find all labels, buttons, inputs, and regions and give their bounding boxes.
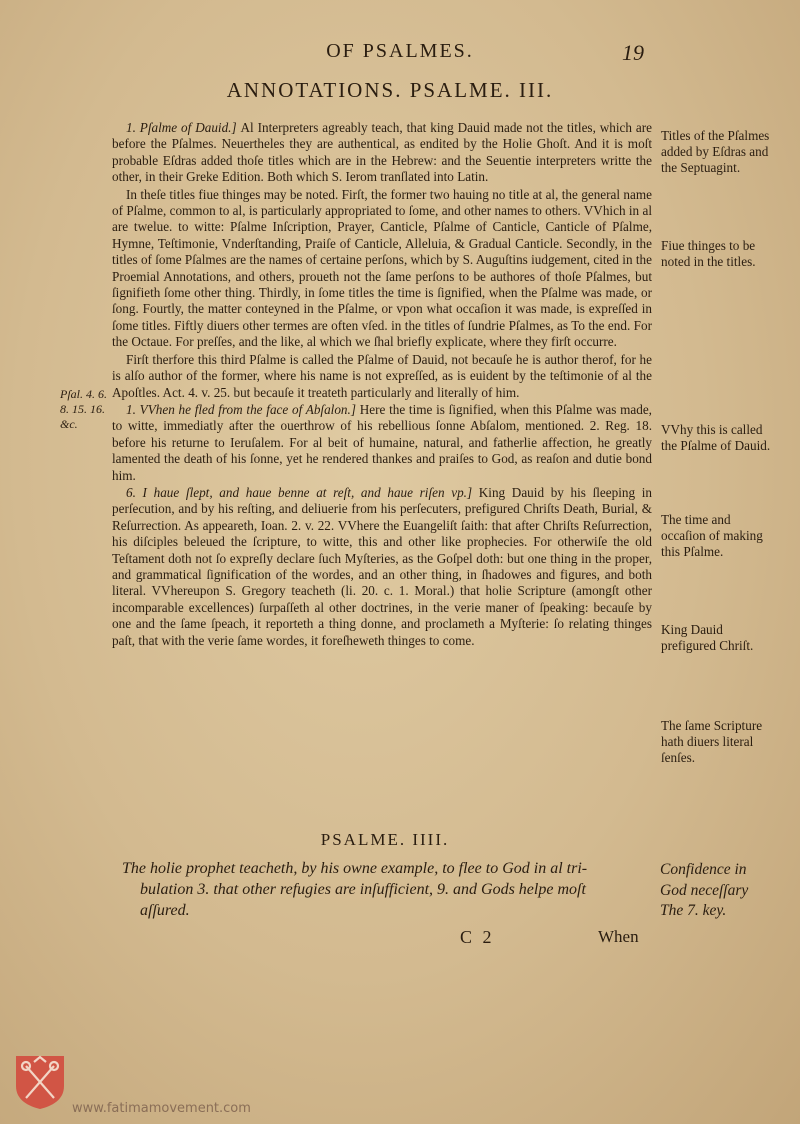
annotation-5-text: King Dauid by his ſleeping in perſecution, and by his reſting, and deliuerie from his perſecuters, prefigured Chriſts Death, Burial, & Reſurrection. As appeareth, Ioan. 2. v. 22. VVhere the Euangeliſt ſaith: that after Chriſts Reſurrection, his diſciples beleued the ſcripture, to witte, this and other like prophecies. For otherwiſe the old Teſtament doth not ſo expreſly declare ſuch Myſteries, as the Goſpel doth: but one thing in the proper, and grammatical ſignification of the wordes, and an other thing, in ſhadowes and figures, and both literal. VVhereupon S. Gregory teacheth (li. 20. c. 1. Moral.) that holie Scripture (amongſt other incomparable excellences) ſurpaſſeth al other doctrines, in the verie maner of ſpeaking: becauſe by one and the ſame ſpeach, it reporteth a thing donne, and proclameth a Myſterie: ſo relating thinges paſt, that with the verie ſame wordes, it foreſheweth thinges to come.: [112, 484, 652, 648]
margin-note-1: Titles of the Pſalmes added by Eſdras and the Septuagint.: [661, 128, 770, 175]
argument-margin-line-3: The 7. key.: [660, 902, 727, 919]
annotation-5-lemma: 6. I haue ſlept, and haue benne at reſt, and haue riſen vp.]: [126, 484, 479, 500]
annotation-5: [112, 485, 652, 649]
papal-keys-seal-icon: [12, 1052, 68, 1110]
psalm-argument: [122, 858, 657, 921]
left-margin-reference: Pſal. 4. 6. 8. 15. 16. &c.: [60, 387, 107, 431]
annotation-1-text: Al Interpreters agreably teach, that king Dauid made not the titles, which are before the Pſalmes. Neuertheles they are authentical, as endited by the Holie Ghoſt. And it is moſt probable Eſdras added thoſe titles which are in the Hebrew: and the Seuentie interpreters writte the other, in their Greke Edition. Both which S. Ierom tranſlated into Latin.: [112, 120, 652, 185]
argument-margin-line-2: God neceſſary: [660, 881, 749, 899]
margin-note-6: The ſame Scripture hath diuers literal ſenſes.: [661, 718, 763, 765]
margin-note-2: Fiue thinges to be noted in the titles.: [661, 238, 756, 269]
argument-line-2: bulation 3. that other refugies are inſufficient, 9. and Gods helpe moſt: [140, 881, 586, 898]
margin-note-5: King Dauid prefigured Chriſt.: [661, 622, 754, 653]
annotation-4-text: Here the time is ſignified, when this Pſalme was made, to witte, immediatly after the ouerthrow of his rebellious ſonne Abſalom, mentioned. 2. Reg. 18. before his returne to Ieruſalem. For al beit of humaine, natural, and fatherlie affection, he greatly lamented the death of his ſonne, yet he rendered thankes and praiſes to God, as reaſon and dutie bond him.: [112, 401, 652, 483]
catchword: When: [598, 927, 639, 946]
page-title: ANNOTATIONS. PSALME. III.: [226, 78, 554, 102]
section-title: PSALME. IIII.: [320, 830, 450, 849]
argument-margin-note: [660, 860, 780, 922]
annotation-2: In theſe titles fiue thinges may be noted. Firſt, the former two hauing no title at al, the general name of Pſalme, common to al, is particularly appropriated to ſome, and other names to others. VVhich in al are twelue. to witte: Pſalme Inſcription, Prayer, Canticle, Pſalme of Canticle, Canticle of Pſalme, Hymne, Teſtimonie, Vnderſtanding, Praiſe of Canticle, Alleluia, & Gradual Canticle. Secondly, in the titles of ſome Pſalmes are the names of certaine perſons, which by S. Auguſtins iudgement, cited in the Proemial Annotations, and others, proueth not the ſame perſons to be authores of thoſe Pſalmes, but ſignifieth ſome other thing. Thirdly, in ſome titles the time is ſignified, when the Pſalme was made, or ſong. Fourtly, the matter conteyned in the Pſalme, or vpon what occaſion it was made, is expreſſed in ſome titles. Fiftly diuers other termes are often vſed. in the titles of ſundrie Pſalmes, as To the end. For the Octaue. For preſſes, and the like, al which we ſhal briefly explicate, where they firſt occurre.: [112, 186, 652, 350]
margin-note-3: VVhy this is called the Pſalme of Dauid.: [661, 422, 771, 453]
margin-note-4: The time and occaſion of making this Pſalme.: [661, 512, 763, 559]
running-head: OF PSALMES.: [326, 40, 474, 62]
annotation-3: Firſt therfore this third Pſalme is called the Pſalme of Dauid, not becauſe he is author therof, for he is alſo author of the former, where his name is not expreſſed, as is euident by the teſtimonie of al the Apoſtles. Act. 4. v. 25. but becauſe it treateth particularly and literally of him.: [112, 351, 652, 400]
annotations-body: [112, 120, 652, 649]
annotation-1-lemma: 1. Pſalme of Dauid.]: [126, 120, 241, 135]
annotation-4-lemma: 1. VVhen he fled from the face of Abſalon.]: [126, 401, 360, 417]
watermark-url: www.fatimamovement.com: [72, 1101, 251, 1116]
annotation-1: [112, 120, 652, 186]
argument-margin-line-1: Confidence in: [660, 861, 747, 878]
signature-mark: C 2: [460, 927, 495, 947]
argument-line-3: aſſured.: [140, 902, 190, 919]
argument-line-1: The holie prophet teacheth, by his owne example, to flee to God in al tri-: [122, 860, 588, 877]
annotation-4: [112, 402, 652, 484]
page-number: 19: [622, 40, 644, 65]
